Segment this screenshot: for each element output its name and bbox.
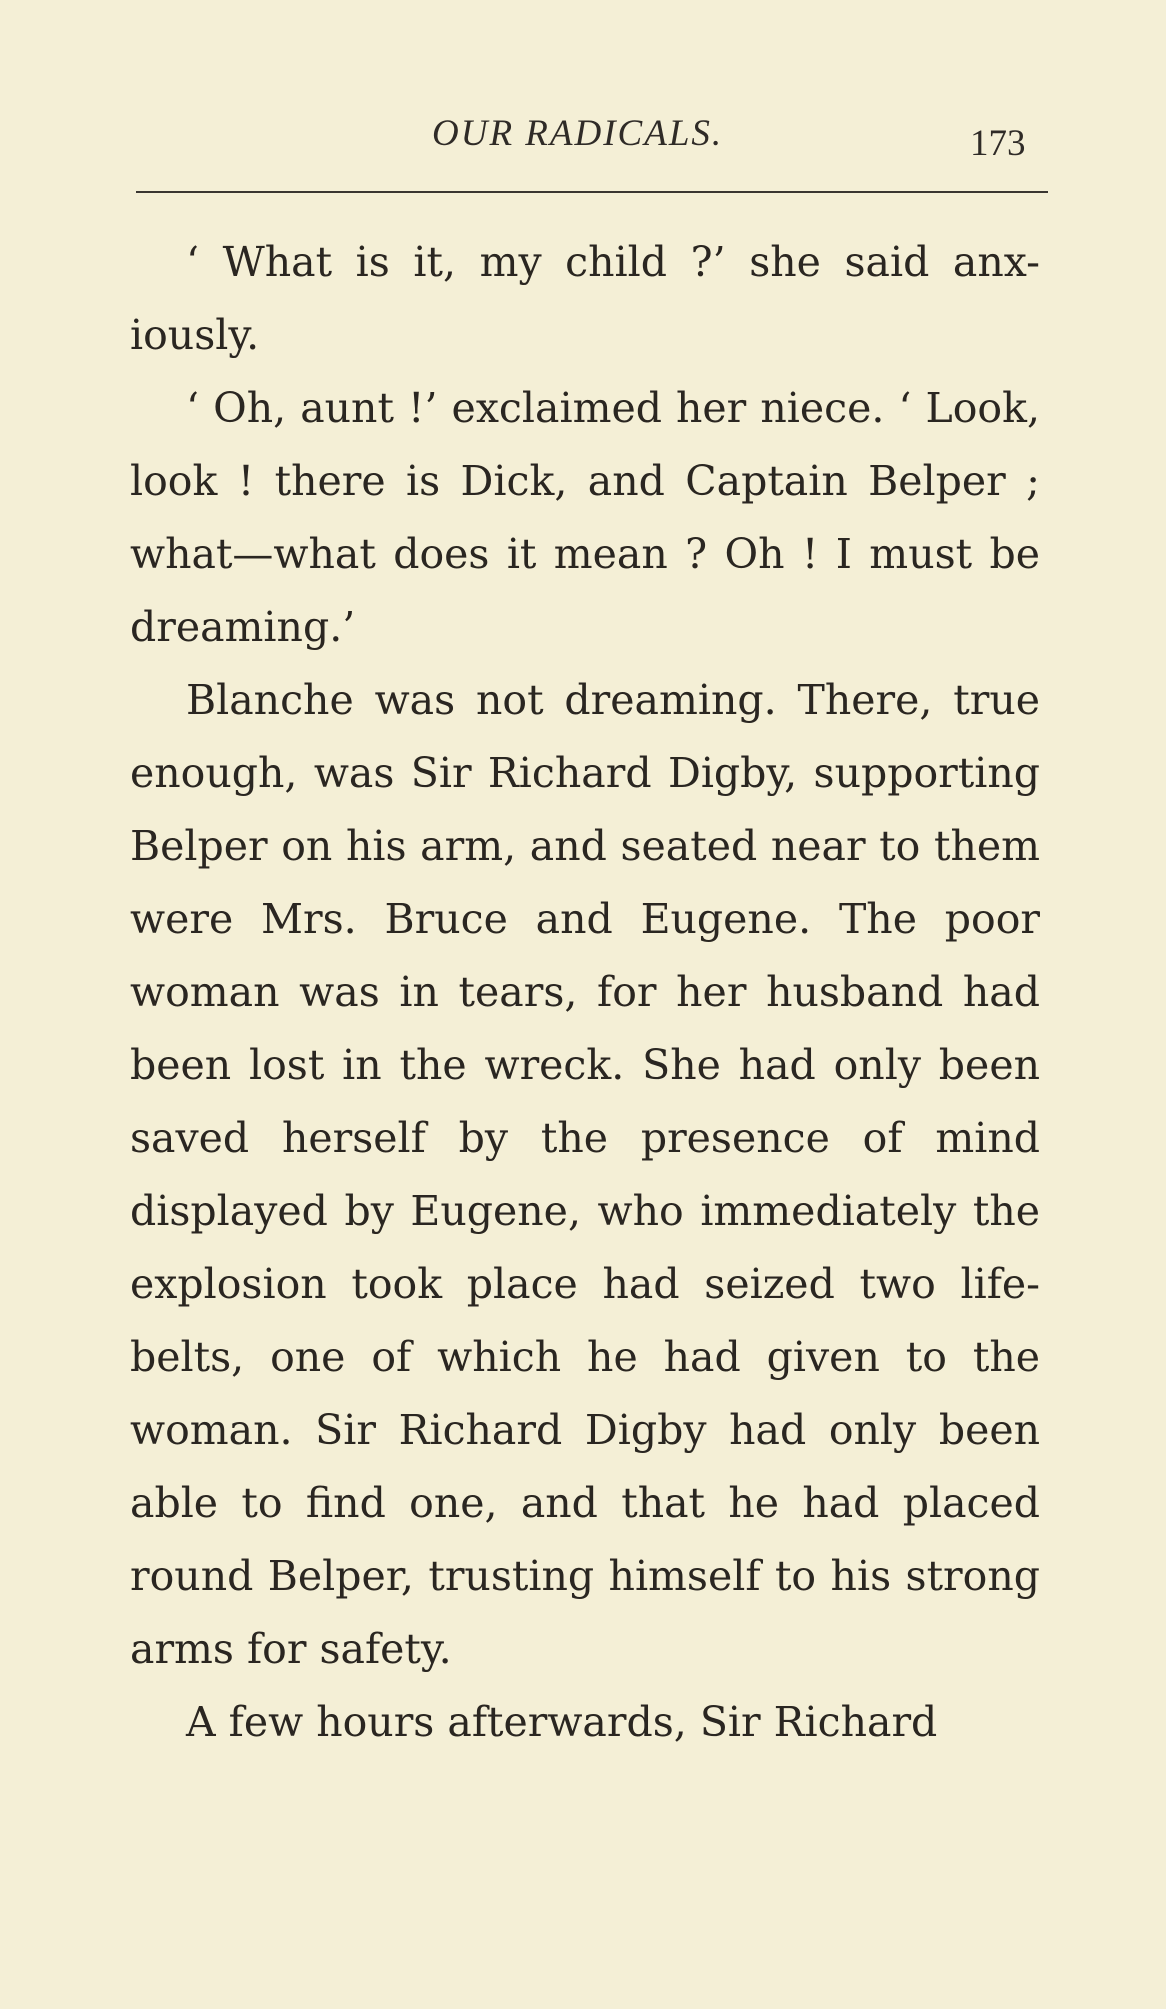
paragraph: Blanche was not dreaming. There, true enough, was Sir Richard Digby, supporting Belper on his arm, and seated near to them were Mrs. Bruce and Eugene. The poor woman was in tears, for her husband had been lost in the wreck. She had only been saved herself by the presence of mind displayed by Eugene, who immediately the explosion took place had seized two life-belts, one of which he had given to the woman. Sir Richard Digby had only been able to find one, and that he had placed round Belper, trusting himself to his strong arms for safety. (130, 676, 1040, 1673)
running-title: OUR RADICALS. (432, 113, 724, 154)
page-header (0, 0, 1166, 200)
paragraph: ‘ What is it, my child ?’ she said anx-iously. (130, 238, 1040, 359)
page-body (130, 226, 1040, 1759)
paragraph: A few hours afterwards, Sir Richard (186, 1698, 938, 1746)
paragraph: ‘ Oh, aunt !’ exclaimed her niece. ‘ Look, look ! there is Dick, and Captain Belper ; what—what does it mean ? Oh ! I must be dreaming.’ (130, 384, 1040, 651)
header-rule (136, 191, 1048, 193)
page-number: 173 (970, 123, 1026, 164)
